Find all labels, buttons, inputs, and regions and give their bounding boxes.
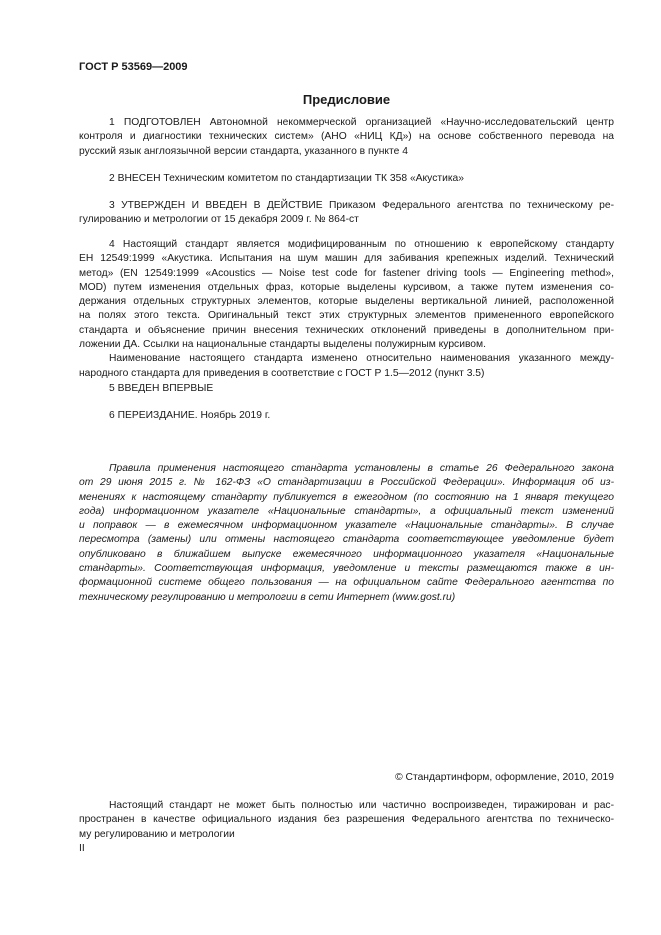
- text-line: опубликовано в ближайшем выпуске ежемесячного информационного указателя «Национальные: [79, 548, 614, 560]
- text-line: ЕН 12549:1999 «Акустика. Испытания на шум машин для забивания крепежных изделий. Технический: [79, 253, 614, 265]
- text-line: пространен в качестве официального издания без разрешения Федерального агентства по техническо-: [79, 814, 614, 826]
- foreword-item-2: [79, 172, 614, 186]
- foreword-item-4: [79, 238, 614, 381]
- text-line: пересмотра (замены) или отмены настоящего стандарта соответствующее уведомление будет: [79, 534, 614, 546]
- text-line: народного стандарта для приведения в соответствие с ГОСТ Р 1.5—2012 (пункт 3.5): [79, 367, 485, 379]
- text-line: года) информационном указателе «Национальные стандарты», а официальный текст изменений: [79, 505, 614, 517]
- text-line: метод» (EN 12549:1999 «Acoustics — Noise test code for fastener driving tools — Engineering method»,: [79, 267, 614, 279]
- text-line: русский язык англоязычной версии стандарта, указанного в пункте 4: [79, 145, 408, 157]
- text-line: стандарта и объяснение причин внесения технических отклонений приведены в дополнительном при-: [79, 324, 614, 336]
- text-line: 5 ВВЕДЕН ВПЕРВЫЕ: [109, 383, 214, 394]
- foreword-item-5: [79, 382, 614, 396]
- text-line: 1 ПОДГОТОВЛЕН Автономной некоммерческой организацией «Научно-исследовательский центр: [109, 117, 614, 128]
- text-line: Настоящий стандарт не может быть полностью или частично воспроизведен, тиражирован и рас-: [109, 800, 614, 811]
- text-line: 6 ПЕРЕИЗДАНИЕ. Ноябрь 2019 г.: [109, 410, 271, 421]
- text-line: держания отдельных структурных элементов, которые выделены вертикальной линией, расположенной: [79, 296, 614, 308]
- text-line: MOD) путем изменения отдельных фраз, которые выделены курсивом, а также путем изменения со-: [79, 281, 614, 293]
- reproduction-notice: [79, 799, 614, 842]
- text-line: 4 Настоящий стандарт является модифицированным по отношению к европейскому стандарту: [109, 239, 614, 250]
- foreword-item-6: [79, 409, 614, 423]
- text-line: на полях этого текста. Оригинальный текст этих структурных элементов примененного европейского: [79, 310, 614, 322]
- text-line: техническому регулированию и метрологии в сети Интернет (www.gost.ru): [79, 591, 456, 603]
- text-line: гулированию и метрологии от 15 декабря 2009 г. № 864-ст: [79, 214, 359, 226]
- text-line: менениях к настоящему стандарту публикуется в ежегодном (по состоянию на 1 января текущего: [79, 491, 614, 503]
- text-line: формационной системе общего пользования — на официальном сайте Федерального агентства по: [79, 577, 614, 589]
- text-line: 2 ВНЕСЕН Техническим комитетом по стандартизации ТК 358 «Акустика»: [109, 173, 465, 184]
- text-line: стандарты». Соответствующая информация, уведомление и тексты размещаются также в ин-: [79, 563, 614, 575]
- text-line: и поправок — в ежемесячном информационном указателе «Национальные стандарты». В случае: [79, 520, 614, 532]
- page-title: Предисловие: [302, 92, 391, 107]
- text-line: контроля и диагностики технических систем» (АНО «НИЦ КД») на основе собственного перевода на: [79, 131, 614, 143]
- standard-code: ГОСТ Р 53569—2009: [79, 61, 188, 73]
- foreword-item-1: [79, 116, 614, 159]
- copyright-notice: © Стандартинформ, оформление, 2010, 2019: [395, 772, 614, 783]
- text-line: 3 УТВЕРЖДЕН И ВВЕДЕН В ДЕЙСТВИЕ Приказом Федерального агентства по техническому ре-: [109, 200, 614, 211]
- text-line: Правила применения настоящего стандарта установлены в статье 26 Федерального закона: [109, 463, 614, 474]
- text-line: от 29 июня 2015 г. № 162-ФЗ «О стандартизации в Российской Федерации». Информация об из-: [79, 477, 614, 489]
- text-line: му регулированию и метрологии: [79, 828, 235, 840]
- application-rules-notice: [79, 462, 614, 605]
- text-line: Наименование настоящего стандарта изменено относительно наименования указанного между-: [109, 353, 614, 365]
- text-line: ложении ДА. Ссылки на национальные стандарты выделены полужирным курсивом.: [79, 339, 486, 351]
- foreword-item-3: [79, 199, 614, 228]
- page-number: II: [79, 843, 85, 854]
